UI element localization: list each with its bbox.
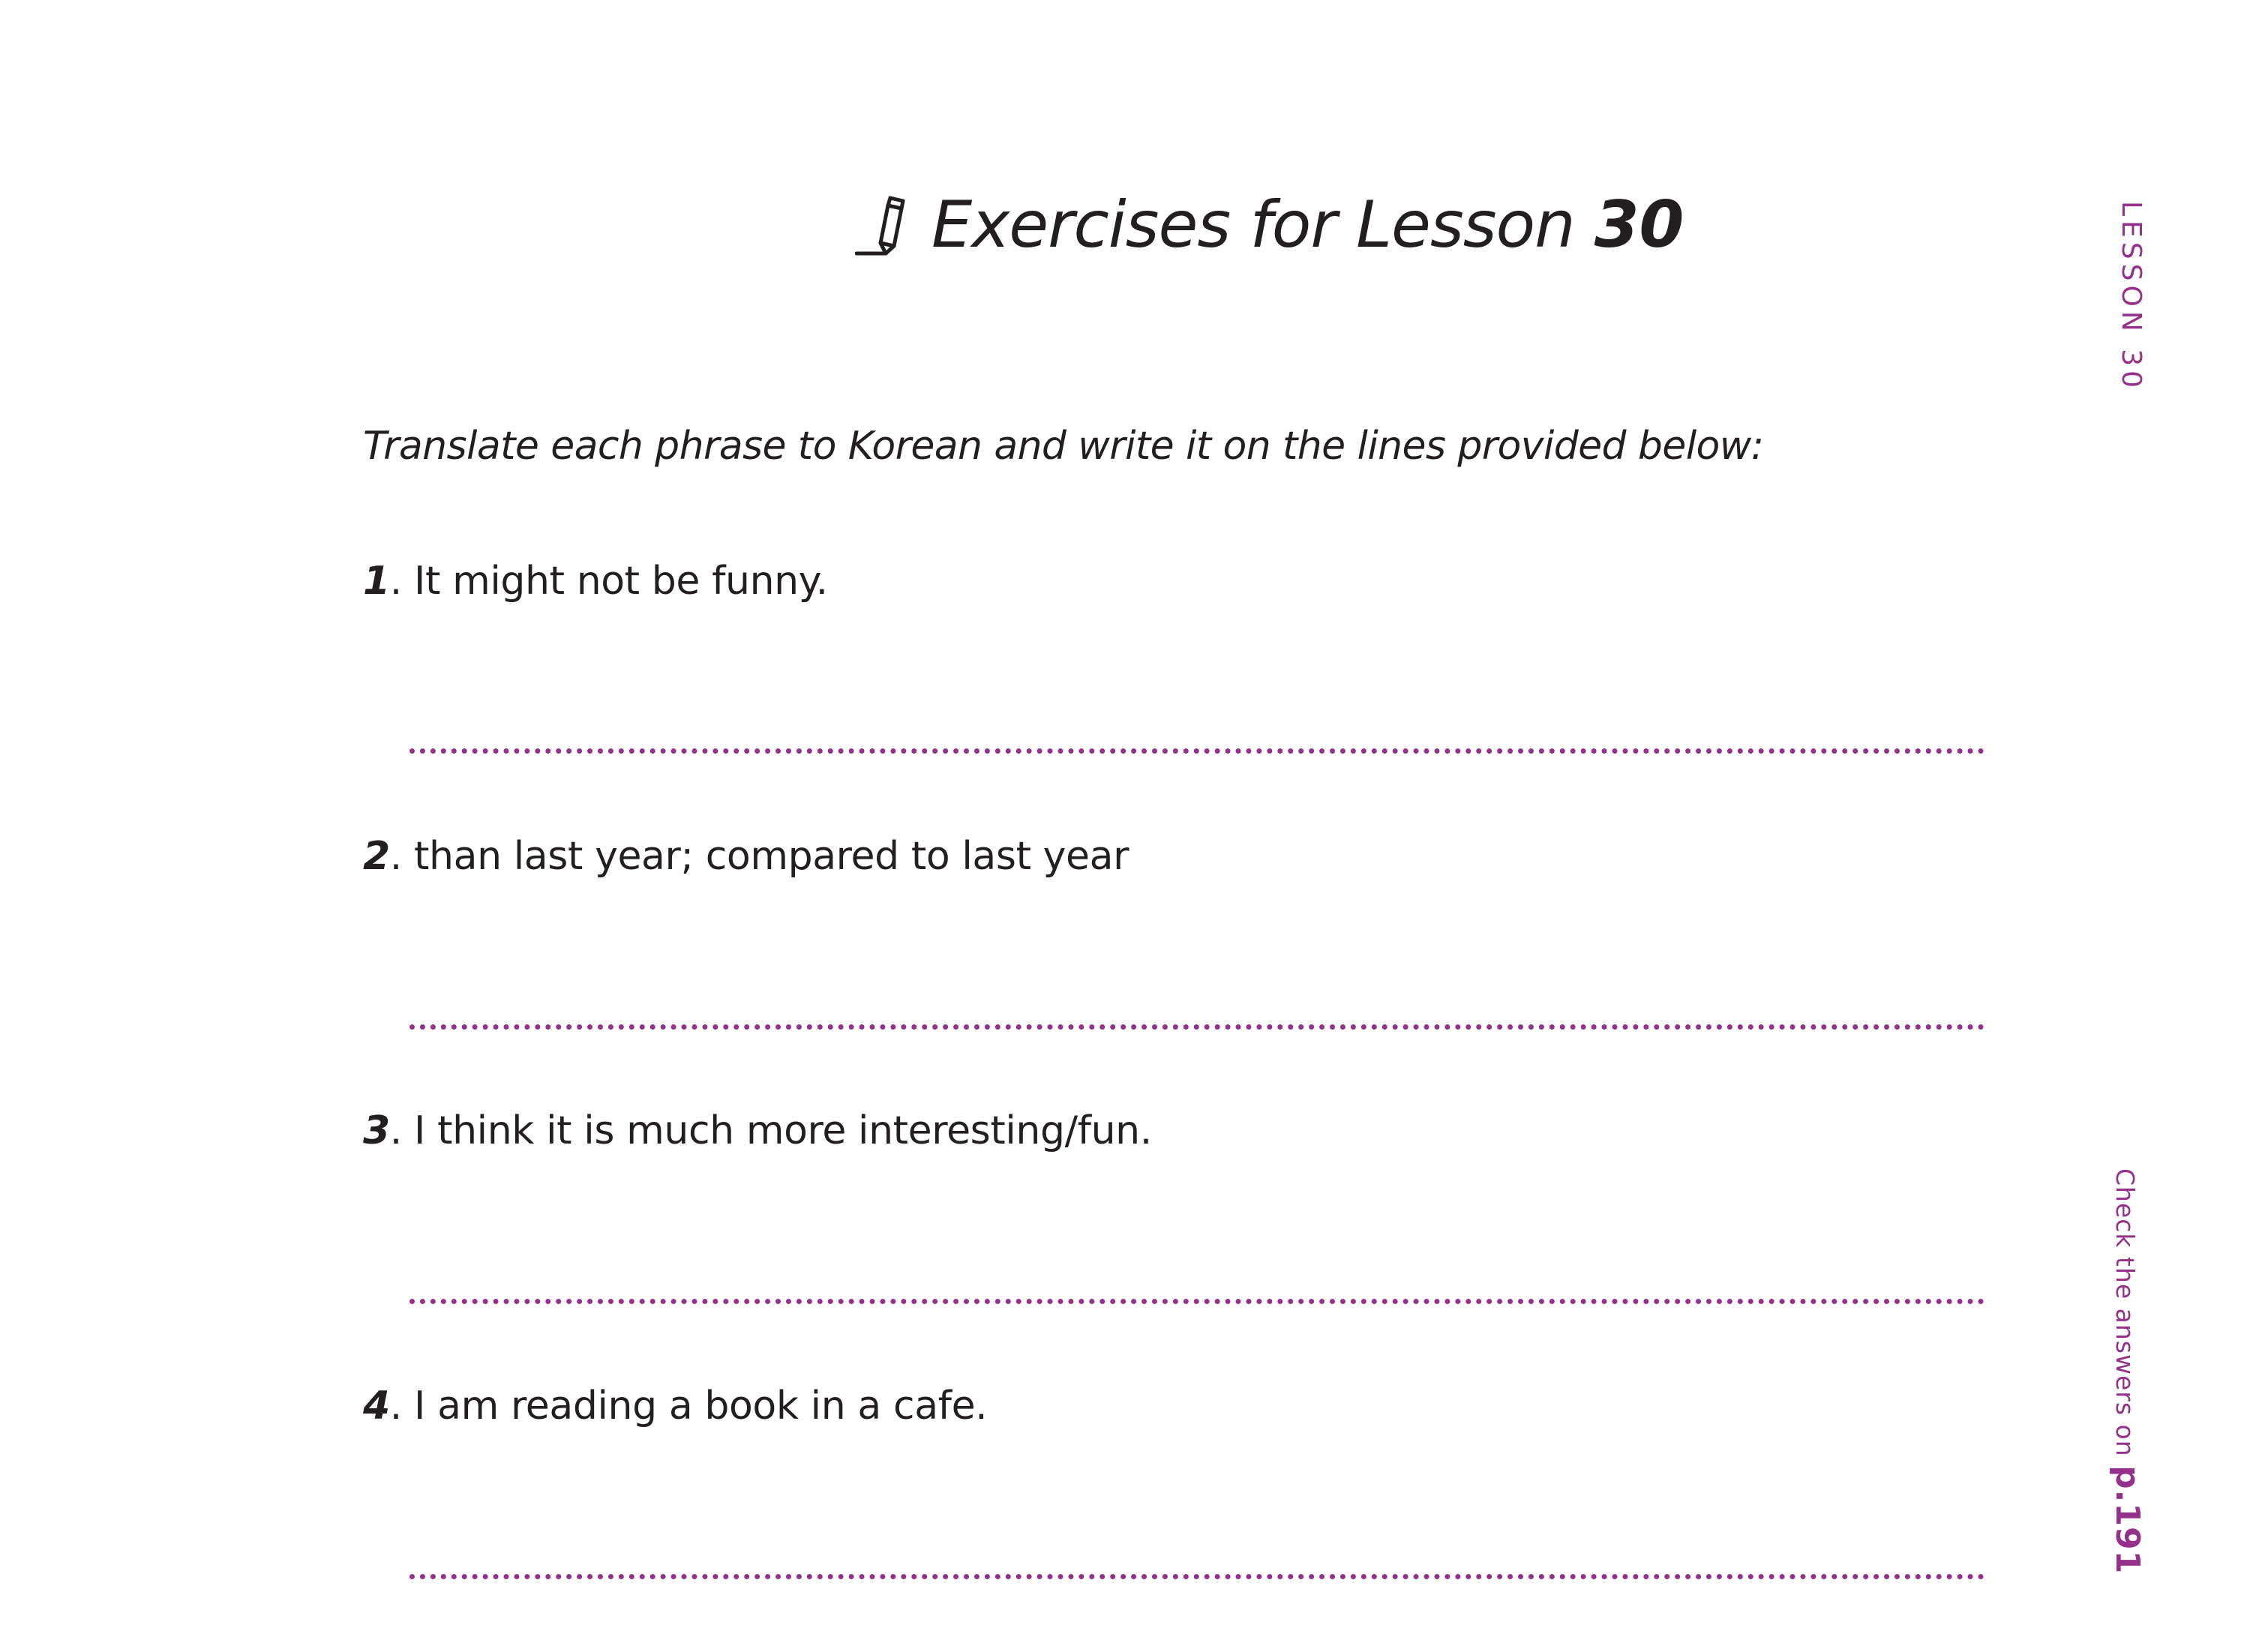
exercise-item — [363, 834, 2028, 879]
answer-line[interactable] — [410, 748, 1984, 754]
exercise-item — [363, 1108, 2028, 1153]
answer-line[interactable] — [410, 1024, 1984, 1030]
exercise-text: . than last year; compared to last year — [389, 834, 1130, 879]
exercise-item — [363, 1384, 2028, 1429]
answer-line[interactable] — [410, 1299, 1984, 1304]
exercise-number: 4 — [363, 1384, 390, 1429]
side-lesson-label: LESSON 30 — [2116, 201, 2146, 393]
exercise-number: 1 — [363, 559, 390, 604]
title-text: Exercises for Lesson — [932, 187, 1575, 262]
exercise-text: . It might not be funny. — [389, 559, 828, 604]
lesson-number: 30 — [1594, 187, 1684, 262]
answers-page-link[interactable]: p.191 — [2108, 1465, 2146, 1575]
exercise-prompt — [363, 834, 2028, 879]
page-title — [855, 180, 1684, 270]
answer-line[interactable] — [410, 1574, 1984, 1579]
side-answers-note — [2108, 1168, 2146, 1574]
exercise-text: . I think it is much more interesting/fun. — [389, 1108, 1152, 1153]
pencil-icon — [855, 193, 910, 256]
exercise-prompt — [363, 1384, 2028, 1429]
exercise-prompt — [363, 559, 2028, 604]
exercise-prompt — [363, 1108, 2028, 1153]
answers-text: Check the answers on — [2110, 1168, 2140, 1466]
instructions: Translate each phrase to Korean and write it on the lines provided below: — [363, 424, 1764, 469]
exercise-number: 2 — [363, 834, 390, 879]
exercise-item — [363, 559, 2028, 604]
exercise-number: 3 — [363, 1108, 390, 1153]
exercise-text: . I am reading a book in a cafe. — [389, 1384, 988, 1429]
